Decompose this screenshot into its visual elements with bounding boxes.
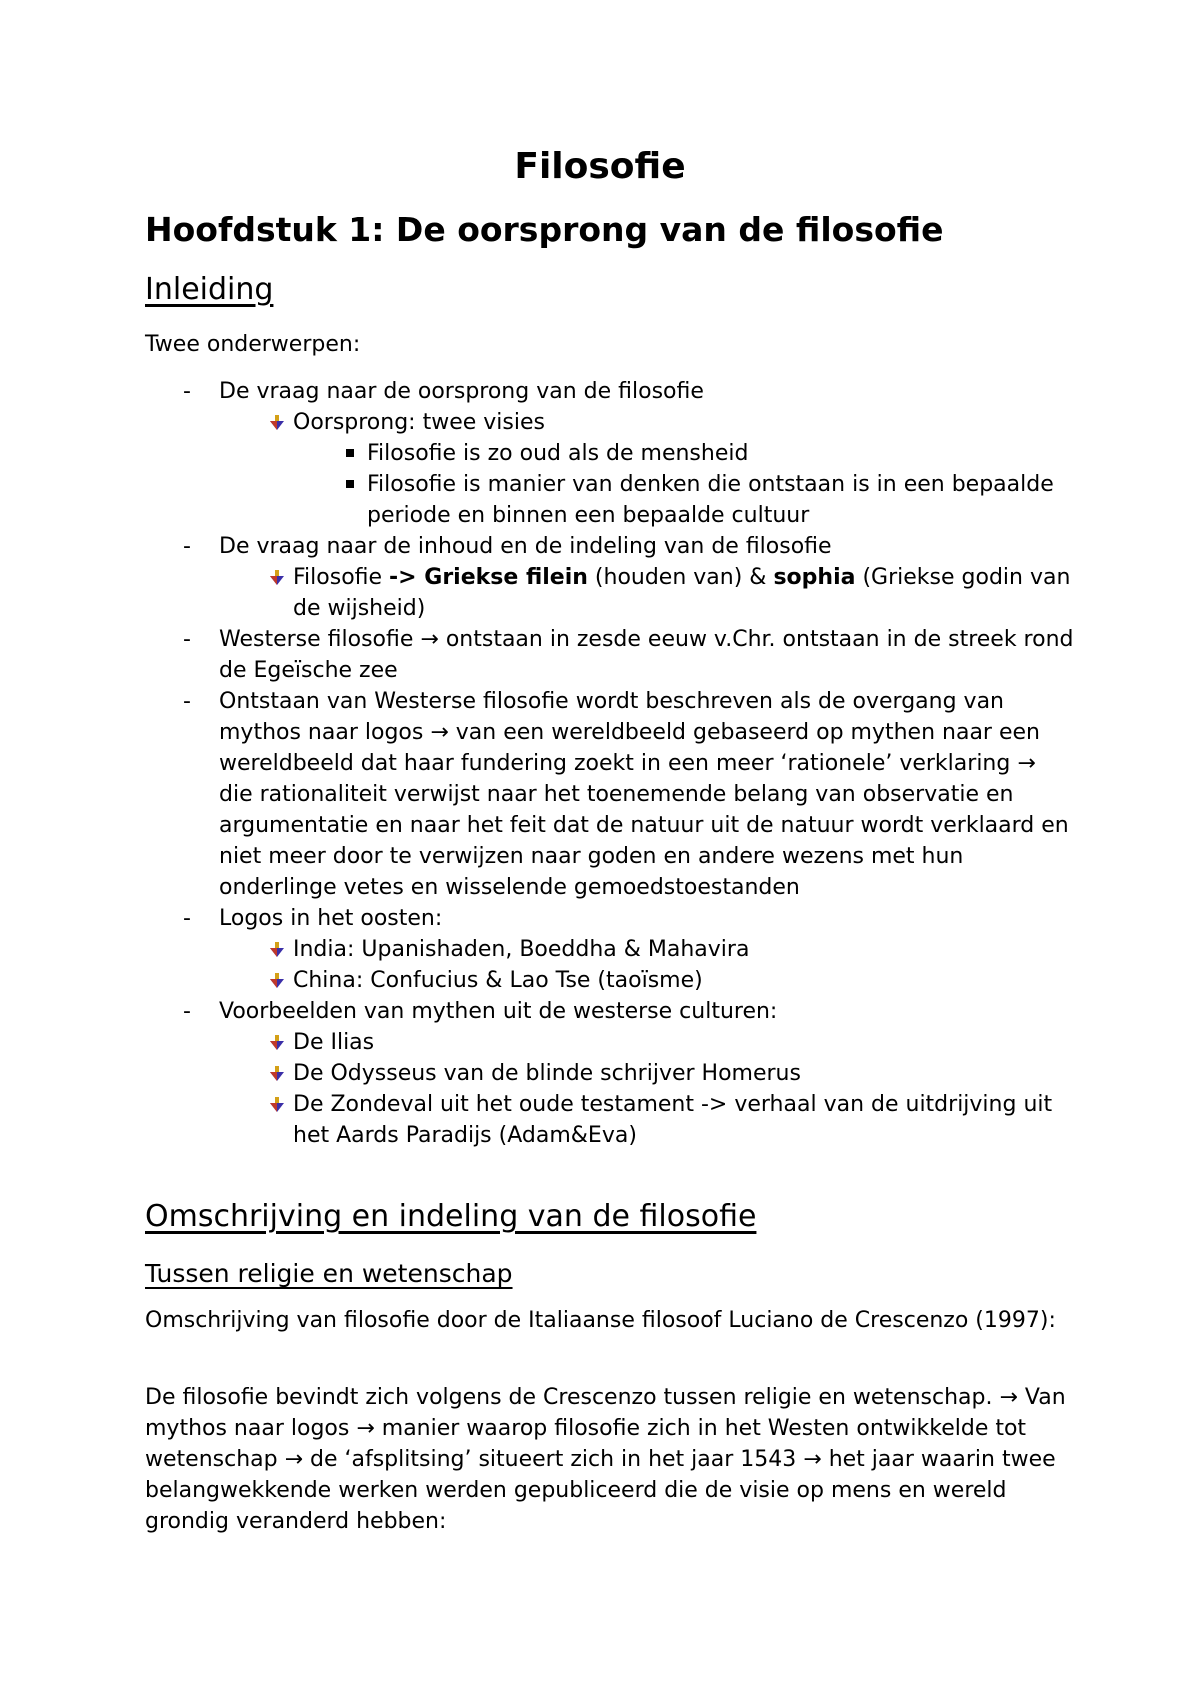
sub-list-item-text: Oorsprong: twee visies bbox=[293, 410, 545, 435]
paragraph-crescenzo: Omschrijving van filosofie door de Italiaanse filosoof Luciano de Crescenzo (1997): bbox=[145, 1308, 1056, 1333]
section-heading-omschrijving: Omschrijving en indeling van de filosofie bbox=[145, 1199, 757, 1234]
paragraph-religie-wetenschap: De filosofie bevindt zich volgens de Crescenzo tussen religie en wetenschap. → Van mythos naar logos → manier waarop filosofie zich in het Westen ontwikkelde tot wetenschap → de ‘afsplitsing’ situeert zich in het jaar 1543 → het jaar waarin twee belangwekkende werken werden gepubliceerd die de visie op mens en wereld grondig veranderd hebben: bbox=[145, 1385, 1066, 1534]
list-item bbox=[145, 376, 1075, 531]
list-item-text: Ontstaan van Westerse filosofie wordt beschreven als de overgang van mythos naar logos → van een wereldbeeld gebaseerd op mythen naar een wereldbeeld dat haar fundering zoekt in een meer ‘rationele’ verklaring → die rationaliteit verwijst naar het toenemende belang van observatie en argumentatie en naar het feit dat de natuur uit de natuur wordt verklaard en niet meer door te verwijzen naar goden en andere wezens met hun onderlinge vetes en wisselende gemoedstoestanden bbox=[219, 689, 1069, 900]
sub-sub-list-item bbox=[293, 469, 1075, 531]
sub-list-item bbox=[219, 562, 1075, 624]
section-heading-inleiding: Inleiding bbox=[145, 272, 274, 307]
sub-sub-list bbox=[293, 438, 1075, 531]
arrow-down-icon bbox=[269, 942, 285, 958]
sub-list-item-text: Filosofie -> Griekse filein (houden van) & sophia (Griekse godin van de wijsheid) bbox=[293, 565, 1071, 621]
dash-bullet: - bbox=[183, 689, 191, 714]
subsection-heading: Tussen religie en wetenschap bbox=[145, 1259, 513, 1288]
sub-list bbox=[219, 562, 1075, 624]
arrow-down-icon bbox=[269, 1066, 285, 1082]
dash-bullet: - bbox=[183, 906, 191, 931]
sub-list bbox=[219, 934, 1075, 996]
sub-list-item-text: India: Upanishaden, Boeddha & Mahavira bbox=[293, 937, 750, 962]
intro-text: Twee onderwerpen: bbox=[145, 332, 361, 357]
bold-term-filein: -> Griekse filein bbox=[389, 565, 588, 590]
sub-list-item bbox=[219, 407, 1075, 531]
sub-sub-list-item bbox=[293, 438, 1075, 469]
arrow-down-icon bbox=[269, 973, 285, 989]
list-item-text: Logos in het oosten: bbox=[219, 906, 443, 931]
sub-list-item-text: De Zondeval uit het oude testament -> verhaal van de uitdrijving uit het Aards Paradijs (Adam&Eva) bbox=[293, 1092, 1053, 1148]
sub-list-item bbox=[219, 1089, 1075, 1151]
dash-bullet: - bbox=[183, 999, 191, 1024]
list-item-text: Westerse filosofie → ontstaan in zesde eeuw v.Chr. ontstaan in de streek rond de Egeïsche zee bbox=[219, 627, 1074, 683]
list-item bbox=[145, 903, 1075, 996]
sub-list-item bbox=[219, 965, 1075, 996]
list-item bbox=[145, 624, 1075, 686]
list-item-text: De vraag naar de inhoud en de indeling van de filosofie bbox=[219, 534, 832, 559]
list-item bbox=[145, 996, 1075, 1151]
arrow-down-icon bbox=[269, 1097, 285, 1113]
bold-term-sophia: sophia bbox=[773, 565, 856, 590]
sub-list-item bbox=[219, 1058, 1075, 1089]
sub-list-item-text: De Ilias bbox=[293, 1030, 375, 1055]
topic-list bbox=[145, 376, 1075, 1151]
arrow-down-icon bbox=[269, 415, 285, 431]
square-bullet-icon bbox=[346, 449, 354, 457]
dash-bullet: - bbox=[183, 379, 191, 404]
list-item-text: De vraag naar de oorsprong van de filosofie bbox=[219, 379, 704, 404]
list-item-text: Voorbeelden van mythen uit de westerse culturen: bbox=[219, 999, 778, 1024]
sub-sub-list-item-text: Filosofie is manier van denken die ontstaan is in een bepaalde periode en binnen een bepaalde cultuur bbox=[367, 472, 1054, 528]
sub-list-item bbox=[219, 934, 1075, 965]
square-bullet-icon bbox=[346, 480, 354, 488]
sub-list bbox=[219, 1027, 1075, 1151]
list-item bbox=[145, 531, 1075, 624]
sub-list-item-text: China: Confucius & Lao Tse (taoïsme) bbox=[293, 968, 703, 993]
chapter-heading: Hoofdstuk 1: De oorsprong van de filosofie bbox=[145, 210, 944, 249]
sub-list bbox=[219, 407, 1075, 531]
document-title: Filosofie bbox=[514, 146, 686, 187]
sub-list-item-text: De Odysseus van de blinde schrijver Homerus bbox=[293, 1061, 801, 1086]
arrow-down-icon bbox=[269, 570, 285, 586]
sub-sub-list-item-text: Filosofie is zo oud als de mensheid bbox=[367, 441, 749, 466]
arrow-down-icon bbox=[269, 1035, 285, 1051]
sub-list-item bbox=[219, 1027, 1075, 1058]
list-item bbox=[145, 686, 1075, 903]
dash-bullet: - bbox=[183, 534, 191, 559]
dash-bullet: - bbox=[183, 627, 191, 652]
